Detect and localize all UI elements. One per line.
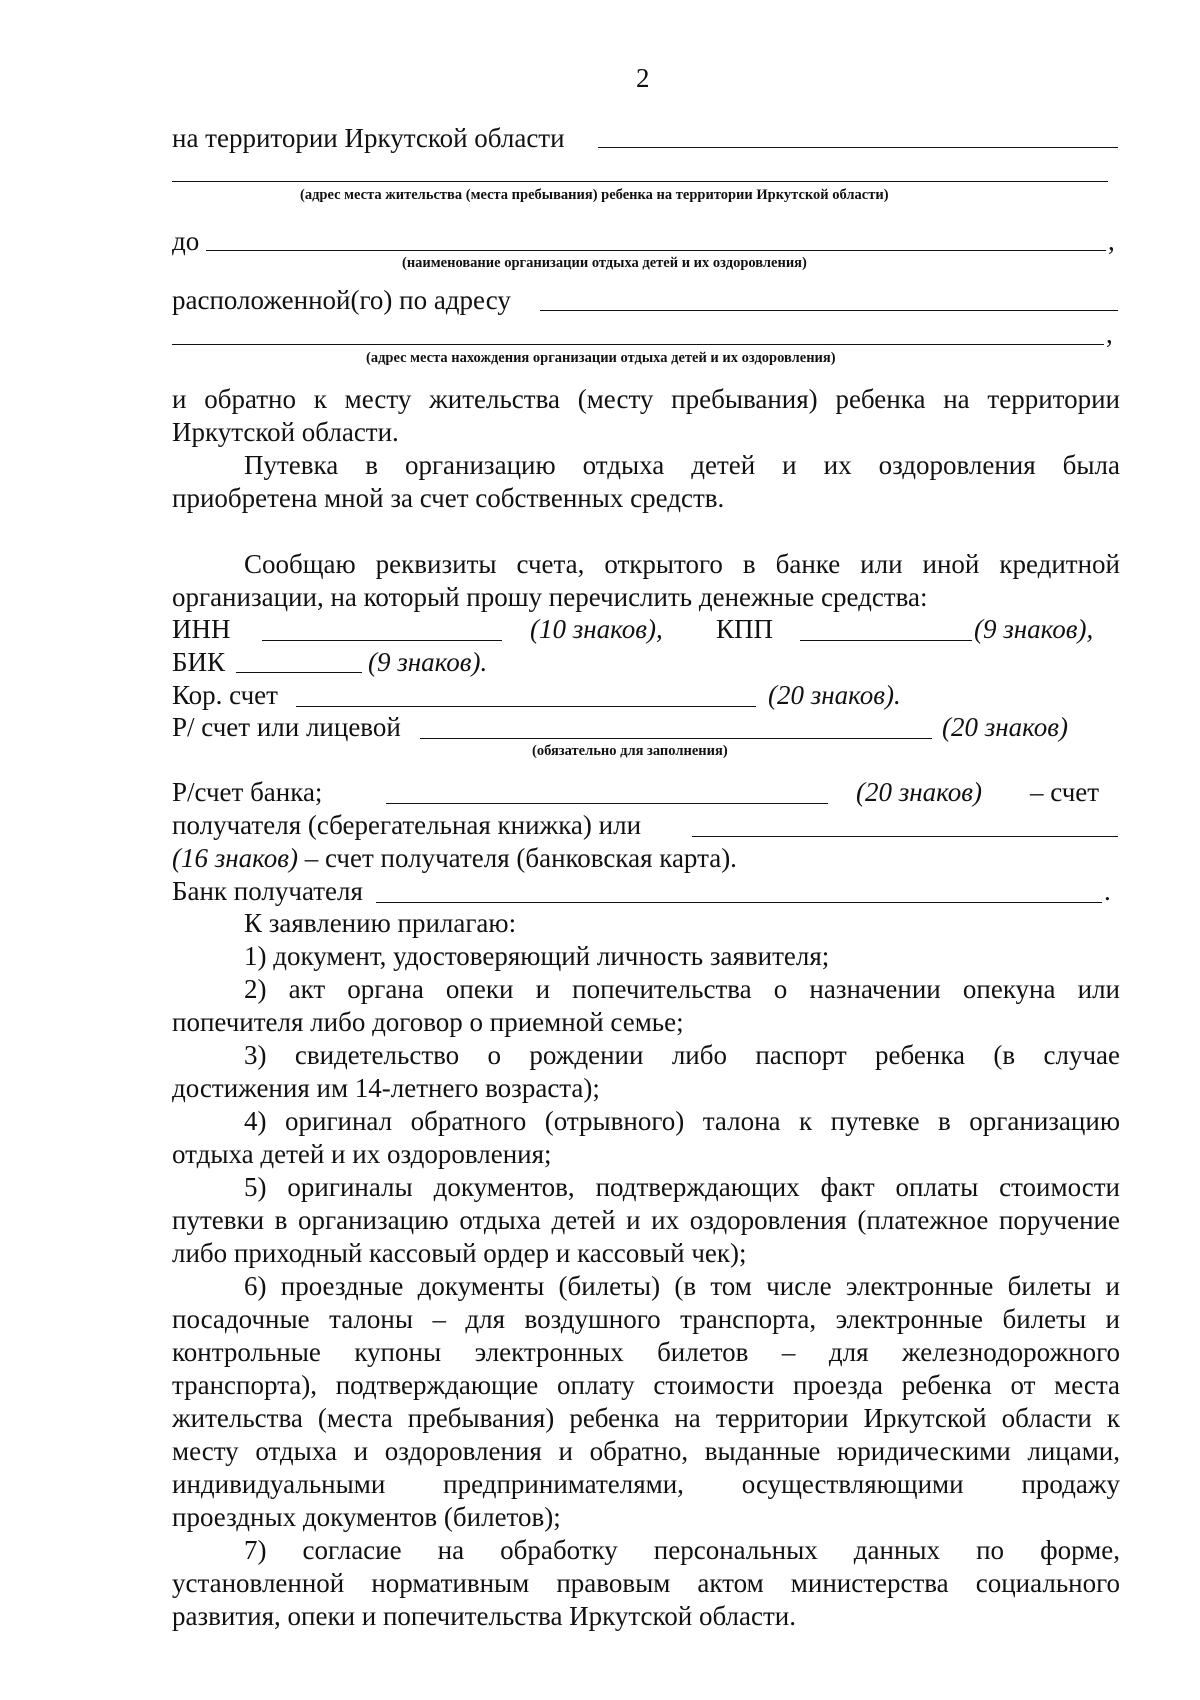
attachment-item-6-cont: контрольные купоны электронных билетов – для железнодорожного [172,1337,1120,1367]
attachment-item-4-cont: отдыха детей и их оздоровления; [172,1139,552,1169]
bank-account-label: Р/счет банка; [172,777,323,807]
attachment-item-2-cont: попечителя либо договор о приемной семье; [172,1007,684,1037]
address-comma: , [1106,319,1113,349]
address-caption: (адрес места нахождения организации отдыха детей и их оздоровления) [366,350,836,366]
to-comma: , [1108,226,1115,256]
territory-input-line[interactable] [598,147,1118,148]
attachment-item-2: 2) акт органа опеки и попечительства о назначении опекуна или [244,974,1120,1004]
attachment-item-6-cont: жительства (места пребывания) ребенка на территории Иркутской области к [172,1403,1120,1433]
address-input-line-1[interactable] [540,310,1118,311]
bank-name-dot: . [1104,876,1111,906]
page-number: 2 [636,63,650,93]
attachment-item-6-cont: проездных документов (билетов); [172,1502,561,1532]
attachment-item-5-cont: путевки в организацию отдыха детей и их оздоровления (платежное поручение [172,1205,1120,1235]
card-tail: – счет получателя (банковская карта). [297,843,737,873]
kpp-input-line[interactable] [800,640,972,641]
requisites-paragraph-line: Сообщаю реквизиты счета, открытого в банке или иной кредитной [244,549,1120,579]
attachments-heading: К заявлению прилагаю: [244,908,517,938]
attachment-item-6-cont: индивидуальными предпринимателями, осуществляющими продажу [172,1469,1120,1499]
attachment-item-7: 7) согласие на обработку персональных данных по форме, [244,1535,1120,1565]
kor-account-input-line[interactable] [296,706,756,707]
voucher-paragraph-line: Путевка в организацию отдыха детей и их оздоровления была [244,450,1120,480]
residence-input-line[interactable] [172,181,1108,182]
attachment-item-7-cont: установленной нормативным правовым актом министерства социального [172,1568,1120,1598]
card-hint: (16 знаков) [172,843,298,873]
territory-label: на территории Иркутской области [172,123,565,153]
kor-account-hint: (20 знаков). [768,680,901,710]
settlement-account-label: Р/ счет или лицевой [172,712,401,742]
residence-caption: (адрес места жительства (места пребывания) ребенка на территории Иркутской области) [300,187,889,203]
return-paragraph-line: Иркутской области. [172,417,399,447]
kor-account-label: Кор. счет [172,680,278,710]
card-input-line[interactable] [692,836,1118,837]
attachment-item-7-cont: развития, опеки и попечительства Иркутской области. [172,1601,796,1631]
attachment-item-4: 4) оригинал обратного (отрывного) талона к путевке в организацию [244,1106,1120,1136]
attachment-item-6-cont: посадочные талоны – для воздушного транспорта, электронные билеты и [172,1304,1120,1334]
bik-label: БИК [172,647,226,677]
attachment-item-6-cont: транспорта), подтверждающие оплату стоимости проезда ребенка от места [172,1370,1120,1400]
located-label: расположенной(го) по адресу [172,285,511,315]
settlement-account-caption: (обязательно для заполнения) [532,743,728,759]
organization-caption: (наименование организации отдыха детей и их оздоровления) [402,255,807,271]
voucher-paragraph-line: приобретена мной за счет собственных средств. [172,483,725,513]
attachment-item-6-cont: месту отдыха и оздоровления и обратно, выданные юридическими лицами, [172,1436,1120,1466]
recipient-label: получателя (сберегательная книжка) или [172,810,642,840]
attachment-item-5: 5) оригиналы документов, подтверждающих факт оплаты стоимости [244,1172,1120,1202]
bank-account-hint: (20 знаков) [856,777,982,807]
bik-input-line[interactable] [236,672,362,673]
bank-name-label: Банк получателя [172,876,363,906]
inn-input-line[interactable] [262,640,502,641]
settlement-account-input-line[interactable] [420,738,932,739]
inn-hint: (10 знаков), [530,614,663,644]
attachment-item-1: 1) документ, удостоверяющий личность заявителя; [244,941,830,971]
bank-account-input-line[interactable] [386,803,828,804]
organization-input-line[interactable] [206,250,1106,251]
requisites-paragraph-line: организации, на который прошу перечислить денежные средства: [172,582,928,612]
attachment-item-5-cont: либо приходный кассовый ордер и кассовый чек); [172,1238,747,1268]
address-input-line-2[interactable] [172,344,1104,345]
kpp-label: КПП [716,614,774,644]
bik-hint: (9 знаков). [368,647,488,677]
bank-account-tail: – счет [1030,777,1100,807]
attachment-item-3-cont: достижения им 14-летнего возраста); [172,1073,600,1103]
return-paragraph-line: и обратно к месту жительства (месту пребывания) ребенка на территории [172,384,1120,414]
to-label: до [172,226,200,256]
settlement-account-hint: (20 знаков) [942,712,1068,742]
attachment-item-6: 6) проездные документы (билеты) (в том числе электронные билеты и [244,1271,1120,1301]
card-line [172,842,737,874]
inn-label: ИНН [172,614,231,644]
bank-name-input-line[interactable] [376,902,1102,903]
attachment-item-3: 3) свидетельство о рождении либо паспорт ребенка (в случае [244,1040,1120,1070]
kpp-hint: (9 знаков), [974,614,1094,644]
